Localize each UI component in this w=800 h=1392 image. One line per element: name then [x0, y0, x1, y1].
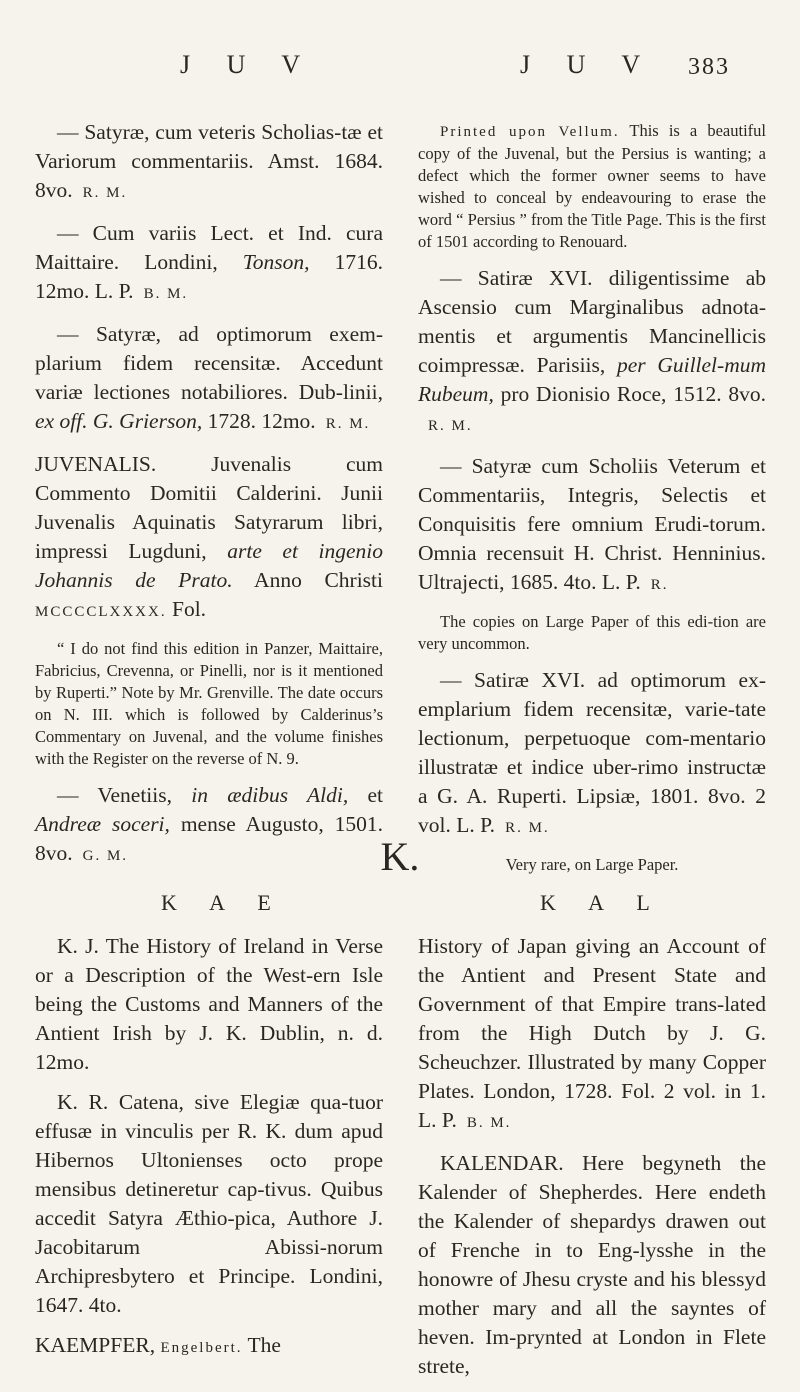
running-header-right: J U V — [520, 50, 656, 79]
entry-catena: K. R. Catena, sive Elegiæ qua-tuor effusæ in vinculis per R. K. dum apud Hibernos Ultonienses octo prope mensibus detineretur cap-tivus. Quibus accedit Satyra Æthio-pica, Authore J. Jacobitarum Abissi-norum Archipresbytero et Principe. Londini, 1647. 4to. — [35, 1090, 383, 1317]
entry-henninius-1685: — Satyræ cum Scholiis Veterum et Commentariis, Integris, Selectis et Conquisitis fere omnium Erudi-torum. Omnia recensuit H. Christ. Henninius. Ultrajecti, 1685. 4to. L. P. R. — [418, 454, 766, 594]
entry-kalendar: KALENDAR. Here begyneth the Kalender of Shepherdes. Here endeth the Kalender of shepardys drawen out of Frenche in to Eng-lysshe in the honowre of Jhesu cryste and his blessyd mother mary and all the sayntes of heven. Im-prynted at London in Flete strete, — [418, 1151, 766, 1378]
left-column-k — [35, 932, 383, 1374]
entry-history-of-japan: History of Japan giving an Account of the Antient and Present State and Government of that Empire trans-lated from the High Dutch by J. G. Scheuchzer. Illustrated by many Copper Plates. London, 1728. Fol. 2 vol. in 1. L. P. B. M. — [418, 934, 766, 1132]
entry-history-of-ireland: K. J. The History of Ireland in Verse or a Description of the West-ern Isle being the Customs and Manners of the Antient Irish by J. K. Dublin, n. d. 12mo. — [35, 934, 383, 1074]
location-mark: R. M. — [505, 820, 550, 836]
entry-aldine-1501: — Venetiis, in ædibus Aldi, et Andreæ soceri, mense Augusto, 1501. 8vo. G. M. — [35, 783, 383, 865]
location-mark: R. M. — [325, 416, 371, 432]
entry-satyrae-1684: — Satyræ, cum veteris Scholias-tæ et Variorum commentariis. Amst. 1684. 8vo. R. M. — [35, 120, 383, 202]
note-large-paper: The copies on Large Paper of this edi-tion are very uncommon. — [418, 612, 766, 653]
location-mark: B. M. — [143, 286, 189, 302]
sub-header-left: K A E — [161, 890, 285, 915]
location-mark: G. M. — [82, 848, 129, 864]
entry-maittaire-1716: — Cum variis Lect. et Ind. cura Maittaire. Londini, Tonson, 1716. 12mo. L. P. B. M. — [35, 221, 383, 303]
entry-heading: JUVENALIS. — [35, 452, 157, 476]
location-mark: R. — [650, 577, 669, 593]
entry-grierson-1728: — Satyræ, ad optimorum exem-plarium fidem recensitæ. Accedunt variæ lectiones notabiliores. Dub-linii, ex off. G. Grierson, 1728. 12mo. R. M. — [35, 322, 383, 433]
note-vellum: Printed upon Vellum. This is a beautiful copy of the Juvenal, but the Persius is wanting; a defect which the former owner seems to have wished to conceal by endeavouring to erase the word “ Persius ” from the Title Page. This is the first of 1501 according to Renouard. — [418, 121, 766, 251]
right-column — [418, 120, 766, 887]
note-very-rare: Very rare, on Large Paper. — [505, 855, 679, 874]
entry-ascensio-1512: — Satiræ XVI. diligentissime ab Ascensio cum Marginalibus adnota-mentis et argumentis Mancinellicis coimpressæ. Parisiis, per Guillel-mum Rubeum, pro Dionisio Roce, 1512. 8vo.R. M. — [418, 266, 766, 434]
section-letter: K. — [380, 834, 420, 879]
right-column-k — [418, 932, 766, 1392]
entry-ruperti-1801: — Satiræ XVI. ad optimorum ex-emplarium fidem recensitæ, varie-tate lectionum, perpetuoque com-mentario illustratæ et indice uber-rimo instructæ a G. A. Ruperti. Lipsiæ, 1801. 8vo. 2 vol. L. P. R. M. — [418, 668, 766, 837]
location-mark: R. M. — [82, 185, 128, 201]
left-column — [35, 118, 383, 882]
page-number: 383 — [688, 54, 730, 80]
location-mark: R. M. — [428, 418, 473, 434]
entry-juvenalis-calderini: JUVENALIS. Juvenalis cum Commento Domitii Calderini. Junii Juvenalis Aquinatis Satyrarum libri, impressi Lugduni, arte et ingenio Johannis de Prato. Anno Christi MCCCCLXXXX. Fol. — [35, 452, 384, 621]
location-mark: B. M. — [466, 1115, 512, 1131]
running-header-left: J U V — [180, 50, 316, 79]
sub-header-right: K A L — [540, 890, 664, 915]
note-grenville: “ I do not find this edition in Panzer, Maittaire, Fabricius, Crevenna, or Pinelli, nor is it mentioned by Ruperti.” Note by Mr. Grenville. The date occurs on N. III. which is followed by Calderinus’s Commentary on Juvenal, and the volume finishes with the Register on the reverse of N. 9. — [35, 639, 383, 768]
entry-kaempfer: KAEMPFER, Engelbert. The — [35, 1333, 281, 1357]
